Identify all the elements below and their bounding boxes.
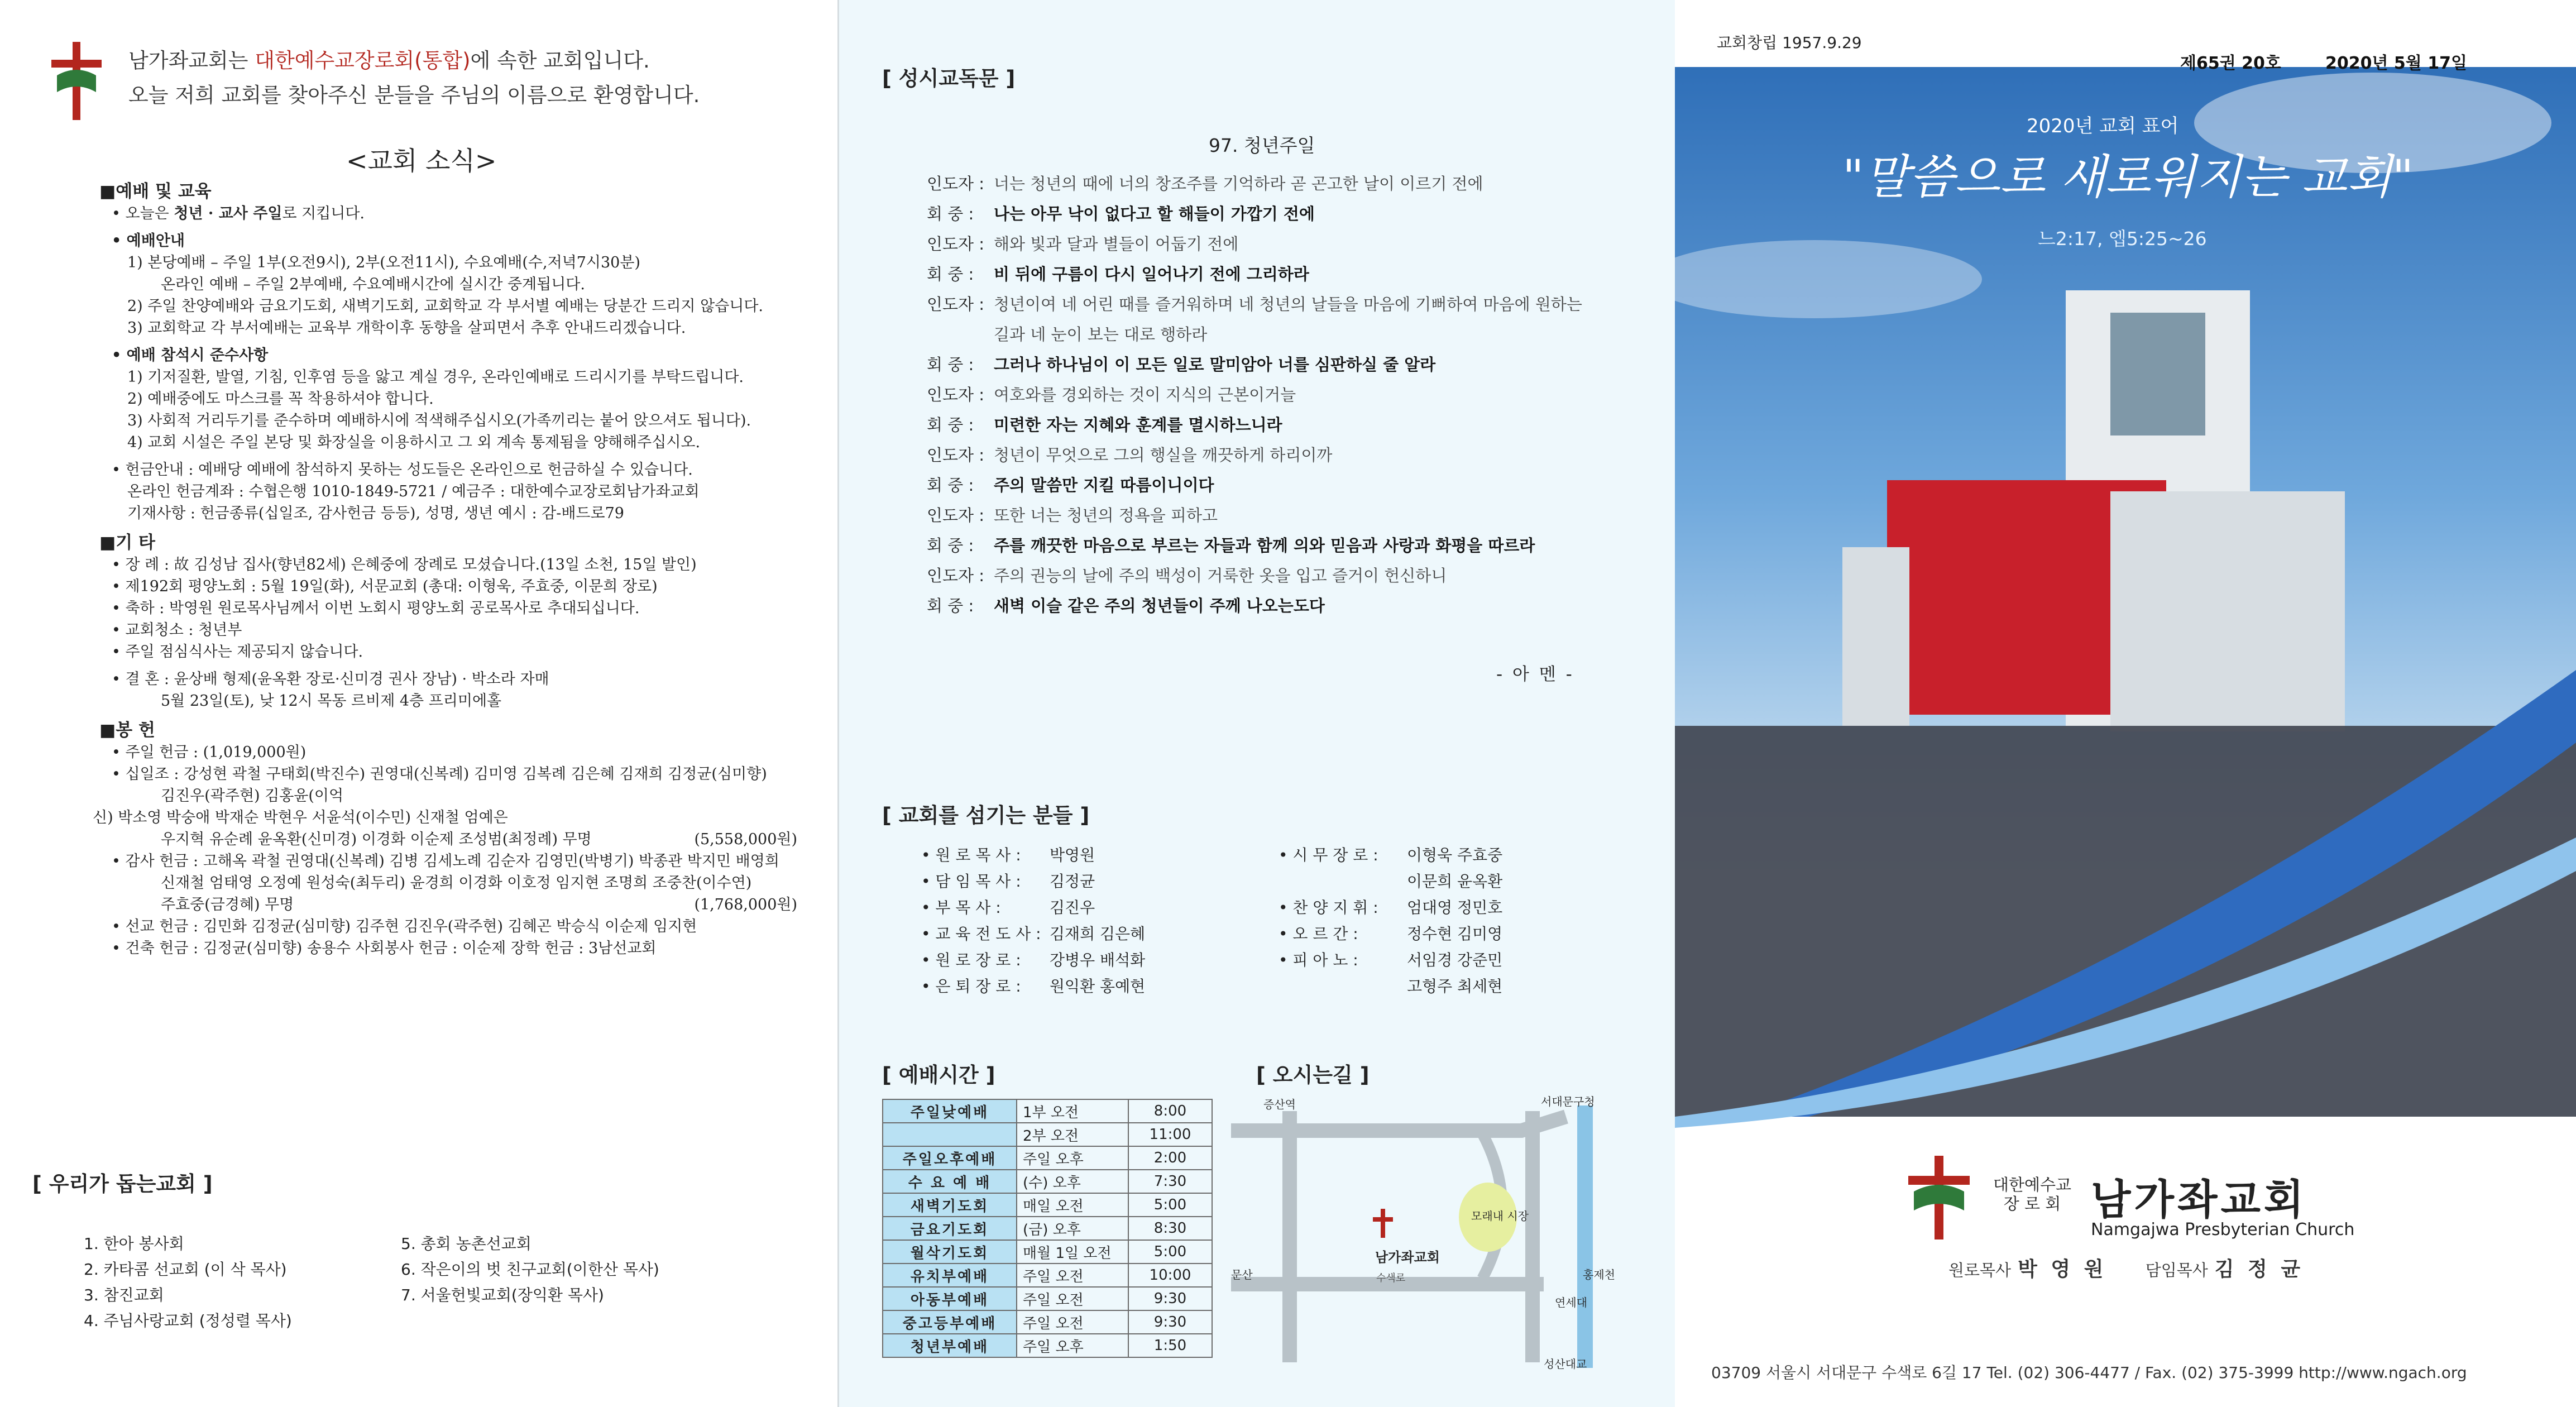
offering-line-text: 우지혁 유순례 윤옥환(신미경) 이경화 이순제 조성범(최정례) 무명 (161, 831, 592, 848)
worship-today-highlight: 청년 · 교사 주일 (174, 205, 283, 222)
denomination-highlight: 대한예수교장로회(통합) (255, 49, 471, 73)
staff-role: • 찬 양 지 휘 : (1279, 898, 1378, 917)
staff-name: 이문희 윤옥환 (1407, 872, 1503, 891)
reading-text: 주의 권능의 날에 주의 백성이 거룩한 옷을 입고 즐거이 헌신하니 (994, 566, 1447, 585)
reading-text: 또한 너는 청년의 정욕을 피하고 (994, 506, 1218, 525)
map-bridge-label: 성산대교 (1544, 1357, 1587, 1371)
senior-pastor-title: 담임목사 (2145, 1261, 2208, 1280)
reading-row (927, 229, 1653, 259)
staff-row (921, 921, 1145, 947)
wedding-line: • 결 혼 : 윤상배 형제(윤옥환 장로·신미경 권사 장남) · 박소라 자매 (112, 671, 549, 688)
staff-role: • 부 목 사 : (921, 898, 1001, 917)
staff-name: 박영원 (1050, 846, 1095, 864)
news-title: <교회 소식> (346, 146, 497, 176)
service-day: 주일 오후 (1017, 1334, 1128, 1357)
schedule-row (883, 1123, 1212, 1146)
reading-row (927, 591, 1653, 621)
reading-speaker: 인도자 : (927, 446, 985, 465)
service-day: 매월 1일 오전 (1017, 1240, 1128, 1264)
worship-today-suffix: 로 지킵니다. (282, 205, 365, 222)
service-name: 아동부예배 (883, 1287, 1017, 1310)
reading-speaker: 인도자 : (927, 295, 985, 314)
service-time: 11:00 (1128, 1123, 1212, 1146)
staff-name: 이형욱 주효중 (1407, 846, 1503, 864)
staff-name: 엄대영 정민호 (1407, 898, 1503, 917)
offering-line: 김진우(곽주현) 김홍윤(이억 (161, 787, 344, 805)
offering-line: • 감사 헌금 : 고해옥 곽철 권영대(신복례) 김병 김세노례 김순자 김영민(박병기) 박종관 박지민 배영희 (112, 853, 779, 870)
schedule-row (883, 1310, 1212, 1334)
staff-role: • 은 퇴 장 로 : (921, 977, 1021, 996)
staff-role: • 원 로 목 사 : (921, 846, 1021, 864)
schedule-row (883, 1240, 1212, 1264)
reading-speaker: 회 중 : (927, 265, 974, 284)
guide-title: • 예배안내 (112, 232, 185, 250)
fold-line (837, 0, 839, 1407)
worship-today (99, 203, 797, 224)
amen: - 아 멘 - (1496, 664, 1574, 685)
staff-name: 원익환 홍예현 (1050, 977, 1146, 996)
map-church-label: 남가좌교회 (1375, 1250, 1440, 1265)
help-item: 3. 참진교회 (84, 1286, 164, 1304)
service-name: 주일낮예배 (883, 1099, 1017, 1123)
guide-line: 2) 주일 찬양예배와 금요기도회, 새벽기도회, 교회학교 각 부서별 예배는 당분간 드리지 않습니다. (127, 298, 763, 315)
rules-title: • 예배 참석시 준수사항 (112, 347, 269, 364)
reading-row (927, 530, 1653, 561)
help-item: 5. 총회 농촌선교회 (401, 1234, 532, 1253)
offering-line: • 주일 헌금 : (1,019,000원) (112, 744, 307, 761)
responsive-reading (927, 169, 1653, 621)
church-name: 남가좌교회 (2091, 1176, 2307, 1224)
reading-row (927, 199, 1653, 229)
service-name: 새벽기도회 (883, 1193, 1017, 1217)
staff-name: 정수현 김미영 (1407, 925, 1503, 943)
service-name: 수 요 예 배 (883, 1170, 1017, 1193)
staff-row (921, 868, 1145, 894)
map-univ-label: 연세대 (1555, 1296, 1587, 1309)
staff-name: 강병우 배석화 (1050, 951, 1146, 969)
wedding-line: 5월 23일(토), 낮 12시 목동 르비제 4층 프리미에홀 (161, 692, 502, 710)
offering-info-line: 온라인 헌금계좌 : 수협은행 1010-1849-5721 / 예금주 : 대한예수교장로회남가좌교회 (127, 483, 700, 500)
church-english-name: Namgajwa Presbyterian Church (2091, 1220, 2355, 1240)
staff-row (1279, 921, 1502, 947)
map-road-label: 수색로 (1376, 1272, 1406, 1284)
reading-speaker: 인도자 : (927, 234, 985, 253)
service-name: 청년부예배 (883, 1334, 1017, 1357)
reading-speaker: 인도자 : (927, 506, 985, 525)
reading-row (927, 169, 1653, 199)
offering-amount: (1,768,000원) (694, 896, 797, 913)
schedule-row (883, 1287, 1212, 1310)
staff-row (921, 973, 1145, 999)
reading-text: 여호와를 경외하는 것이 지식의 근본이거늘 (994, 385, 1296, 404)
service-name: 중고등부예배 (883, 1310, 1017, 1334)
service-time: 1:50 (1128, 1334, 1212, 1357)
staff-row (921, 842, 1145, 868)
staff-name: 김정균 (1050, 872, 1095, 891)
reading-row (927, 470, 1653, 500)
worship-today-prefix: • 오늘은 (112, 205, 174, 222)
reading-text: 나는 아무 낙이 없다고 할 해들이 가깝기 전에 (994, 204, 1315, 223)
offering-line: • 십일조 : 강성현 곽철 구태회(박진수) 권영대(신복례) 김미영 김복례 김은혜 김재희 김정균(심미향) (112, 765, 767, 783)
intro-line2: 오늘 저희 교회를 찾아주신 분들을 주님의 이름으로 환영합니다. (128, 83, 700, 107)
schedule-row (883, 1099, 1212, 1123)
schedule-title: [ 예배시간 ] (882, 1063, 995, 1087)
service-time: 7:30 (1128, 1170, 1212, 1193)
service-name: 금요기도회 (883, 1217, 1017, 1240)
bulletin-date: 2020년 5월 17일 (2325, 54, 2467, 73)
staff-row (921, 947, 1145, 973)
staff-name: 서임경 강준민 (1407, 951, 1503, 969)
reading-text: 해와 빛과 달과 별들이 어둡기 전에 (994, 234, 1239, 253)
service-time: 8:30 (1128, 1217, 1212, 1240)
reading-text: 길과 네 눈이 보는 대로 행하라 (994, 325, 1208, 344)
reading-text: 비 뒤에 구름이 다시 일어나기 전에 그리하라 (994, 265, 1309, 284)
reading-row (927, 319, 1653, 350)
staff-list-right (1279, 842, 1502, 999)
rule-line: 4) 교회 시설은 주일 본당 및 화장실을 이용하시고 그 외 계속 통제됨을 양해해주십시오. (127, 434, 701, 451)
service-time: 5:00 (1128, 1193, 1212, 1217)
staff-row (1279, 842, 1502, 868)
misc-line: • 축하 : 박영원 원로목사님께서 이번 노회시 평양노회 공로목사로 추대되십니다. (112, 600, 640, 617)
staff-row (921, 894, 1145, 921)
reading-text: 너는 청년의 때에 너의 창조주를 기억하라 곧 곤고한 날이 이르기 전에 (994, 174, 1483, 193)
offering-line: 신재철 엄태영 오정예 원성숙(최두리) 윤경희 이경화 이호정 임지현 조명희 조중찬(이수연) (161, 874, 752, 892)
reading-title: 97. 청년주일 (1209, 135, 1315, 156)
reading-speaker: 회 중 : (927, 536, 974, 555)
map-market-label: 모래내 시장 (1471, 1209, 1529, 1223)
reading-row (927, 259, 1653, 289)
map-station-label: 증산역 (1263, 1098, 1296, 1111)
help-title: [ 우리가 돕는교회 ] (32, 1172, 213, 1196)
service-name: 주일오후예배 (883, 1146, 1017, 1170)
service-day: 주일 오후 (1017, 1146, 1128, 1170)
emeritus-pastor-name: 박 영 원 (2018, 1258, 2107, 1281)
staff-role: • 담 임 목 사 : (921, 872, 1021, 891)
help-item: 2. 카타콤 선교회 (이 삭 목사) (84, 1260, 287, 1279)
service-time: 9:30 (1128, 1310, 1212, 1334)
schedule-row (883, 1217, 1212, 1240)
service-name: 월삭기도회 (883, 1240, 1017, 1264)
schedule-row (883, 1170, 1212, 1193)
pastors (1948, 1253, 2337, 1282)
service-name: 유치부예배 (883, 1264, 1017, 1287)
offering-info-line: • 헌금안내 : 예배당 예배에 참석하지 못하는 성도들은 온라인으로 헌금하실 수 있습니다. (112, 461, 693, 478)
staff-role: • 오 르 간 : (1279, 925, 1358, 943)
schedule-row (883, 1334, 1212, 1357)
motto-label: 2020년 교회 표어 (2027, 115, 2179, 137)
reading-speaker: 인도자 : (927, 385, 985, 404)
denomination-label (1993, 1175, 2071, 1213)
offering-line (99, 894, 797, 916)
reading-speaker (927, 319, 994, 350)
reading-text: 그러나 하나님이 이 모든 일로 말미암아 너를 심판하실 줄 알라 (994, 355, 1436, 374)
reading-row (927, 380, 1653, 410)
reading-speaker: 회 중 : (927, 355, 974, 374)
reading-row (927, 350, 1653, 380)
service-day: (수) 오후 (1017, 1170, 1128, 1193)
reading-speaker: 회 중 : (927, 476, 974, 495)
guide-line: 3) 교회학교 각 부서예배는 교육부 개학이후 동향을 살피면서 추후 안내드리겠습니다. (127, 319, 686, 337)
offering-line (99, 829, 797, 850)
service-time: 10:00 (1128, 1264, 1212, 1287)
founded-date: 교회창립 1957.9.29 (1717, 34, 1862, 52)
intro-line1: 남가좌교회는 (128, 49, 255, 73)
rule-line: 3) 사회적 거리두기를 준수하며 예배하시에 적색해주십시오(가족끼리는 붙어 앉으셔도 됩니다). (127, 412, 751, 429)
reading-speaker: 회 중 : (927, 415, 974, 434)
worship-header: ■ 예배 및 교육 (99, 181, 797, 203)
service-day: 주일 오전 (1017, 1264, 1128, 1287)
staff-row (1279, 947, 1502, 973)
staff-row (1279, 868, 1502, 894)
staff-role: • 교 육 전 도 사 : (921, 925, 1041, 943)
offering-line: • 건축 헌금 : 김정균(심미향) 송용수 사회봉사 헌금 : 이순제 장학 헌금 : 3남선교회 (112, 940, 657, 957)
reading-speaker: 인도자 : (927, 174, 985, 193)
staff-row (1279, 894, 1502, 921)
reading-row (927, 561, 1653, 591)
guide-line: 1) 본당예배 – 주일 1부(오전9시), 2부(오전11시), 수요예배(수,저녁7시30분) (127, 254, 640, 271)
offering-line: • 선교 헌금 : 김민화 김정균(심미향) 김주현 김진우(곽주현) 김혜곤 박승식 이순제 임지현 (112, 918, 697, 935)
map-stream-label: 홍제천 (1583, 1268, 1615, 1281)
service-time: 9:30 (1128, 1287, 1212, 1310)
offering-line-text: 주효중(금경혜) 무명 (161, 896, 294, 913)
service-day: (금) 오후 (1017, 1217, 1128, 1240)
motto: "말씀으로 새로워지는 교회" (1842, 150, 2414, 204)
reading-section-title: [ 성시교독문 ] (882, 66, 1016, 90)
denomination-line2: 장 로 회 (2003, 1194, 2061, 1213)
volume-number: 제65권 20호 (2180, 54, 2281, 73)
staff-name: 고형주 최세현 (1407, 977, 1503, 996)
service-name (883, 1123, 1017, 1146)
rule-line: 1) 기저질환, 발열, 기침, 인후염 등을 앓고 계실 경우, 온라인예배로 드리시기를 부탁드립니다. (127, 368, 744, 386)
denomination-line1: 대한예수교 (1993, 1175, 2072, 1194)
reading-speaker: 인도자 : (927, 566, 985, 585)
help-list-right (401, 1231, 659, 1308)
senior-pastor-name: 김 정 균 (2214, 1258, 2304, 1281)
offering-line: 신) 박소영 박숭애 박재순 박현우 서윤석(이수민) 신재철 엄예은 (93, 809, 508, 826)
help-item: 4. 주님사랑교회 (정성렬 목사) (84, 1312, 292, 1330)
help-item: 6. 작은이의 벗 친구교회(이한산 목사) (401, 1260, 659, 1279)
service-time: 2:00 (1128, 1146, 1212, 1170)
reading-text: 주의 말씀만 지킬 따름이니이다 (994, 476, 1214, 495)
staff-role: • 피 아 노 : (1279, 951, 1358, 969)
misc-line: • 장 례 : 故 김성남 집사(향년82세) 은혜중에 장례로 모셨습니다.(13일 소천, 15일 발인) (112, 556, 697, 573)
map-munsan-label: 문산 (1231, 1268, 1253, 1281)
offering-amount: (5,558,000원) (694, 831, 797, 848)
staff-name: 김진우 (1050, 898, 1095, 917)
misc-line: • 교회청소 : 청년부 (112, 621, 242, 639)
reading-text: 주를 깨끗한 마음으로 부르는 자들과 함께 의와 믿음과 사랑과 화평을 따르라 (994, 536, 1535, 555)
reading-speaker: 회 중 : (927, 204, 974, 223)
service-day: 주일 오전 (1017, 1287, 1128, 1310)
map-district-label: 서대문구청 (1541, 1095, 1595, 1108)
staff-role: • 원 로 장 로 : (921, 951, 1021, 969)
rule-line: 2) 예배중에도 마스크를 꼭 착용하셔야 합니다. (127, 390, 434, 408)
reading-text: 청년이 무엇으로 그의 행실을 깨끗하게 하리이까 (994, 446, 1333, 465)
church-cross-logo (51, 42, 102, 120)
reading-text: 새벽 이슬 같은 주의 청년들이 주께 나오는도다 (994, 596, 1325, 615)
reading-speaker: 회 중 : (927, 596, 974, 615)
schedule-row (883, 1264, 1212, 1287)
worship-schedule-table (882, 1099, 1213, 1358)
contact-footer: 03709 서울시 서대문구 수색로 6길 17 Tel. (02) 306-4477 / Fax. (02) 375-3999 http://www.ngach.org (1711, 1363, 2467, 1382)
reading-text: 미련한 자는 지혜와 훈계를 멸시하느니라 (994, 415, 1282, 434)
help-list-left (84, 1231, 292, 1334)
service-time: 5:00 (1128, 1240, 1212, 1264)
emeritus-pastor-title: 원로목사 (1948, 1261, 2012, 1280)
service-day: 주일 오전 (1017, 1310, 1128, 1334)
intro-text (128, 44, 700, 113)
reading-row (927, 289, 1653, 319)
offering-header: ■ 봉 헌 (99, 720, 797, 741)
reading-row (927, 440, 1653, 470)
help-item: 1. 한아 봉사회 (84, 1234, 184, 1253)
offering-info-line: 기재사항 : 헌금종류(십일조, 감사헌금 등등), 성명, 생년 예시 : 감-배드로79 (127, 505, 624, 522)
service-day: 1부 오전 (1017, 1099, 1128, 1123)
staff-name: 김재희 김은혜 (1050, 925, 1146, 943)
schedule-row (883, 1193, 1212, 1217)
directions-map (1231, 1094, 1622, 1374)
staff-role: • 시 무 장 로 : (1279, 846, 1378, 864)
reading-text: 청년이여 네 어린 때를 즐거워하며 네 청년의 날들을 마음에 기뻐하여 마음에 원하는 (994, 295, 1582, 314)
staff-role (1279, 868, 1407, 894)
misc-header: ■ 기 타 (99, 532, 797, 554)
motto-verse: 느2:17, 엡5:25~26 (2038, 228, 2207, 250)
staff-role (1279, 973, 1407, 999)
service-day: 2부 오전 (1017, 1123, 1128, 1146)
service-day: 매일 오전 (1017, 1193, 1128, 1217)
reading-row (927, 410, 1653, 440)
staff-row (1279, 973, 1502, 999)
staff-list-left (921, 842, 1145, 999)
church-logo-cross (1908, 1156, 1970, 1240)
staff-title: [ 교회를 섬기는 분들 ] (882, 803, 1090, 827)
schedule-row (883, 1146, 1212, 1170)
help-item: 7. 서울헌빛교회(장익환 목사) (401, 1286, 604, 1304)
guide-line: 온라인 예배 – 주일 2부예배, 수요예배시간에 실시간 중계됩니다. (161, 276, 585, 293)
news-body (93, 173, 797, 959)
service-time: 8:00 (1128, 1099, 1212, 1123)
directions-title: [ 오시는길 ] (1256, 1063, 1370, 1087)
misc-line: • 제192회 평양노회 : 5월 19일(화), 서문교회 (총대: 이형욱, 주효중, 이문희 장로) (112, 578, 658, 595)
misc-line: • 주일 점심식사는 제공되지 않습니다. (112, 643, 363, 661)
reading-row (927, 500, 1653, 530)
intro-line1-end: 에 속한 교회입니다. (470, 49, 650, 73)
